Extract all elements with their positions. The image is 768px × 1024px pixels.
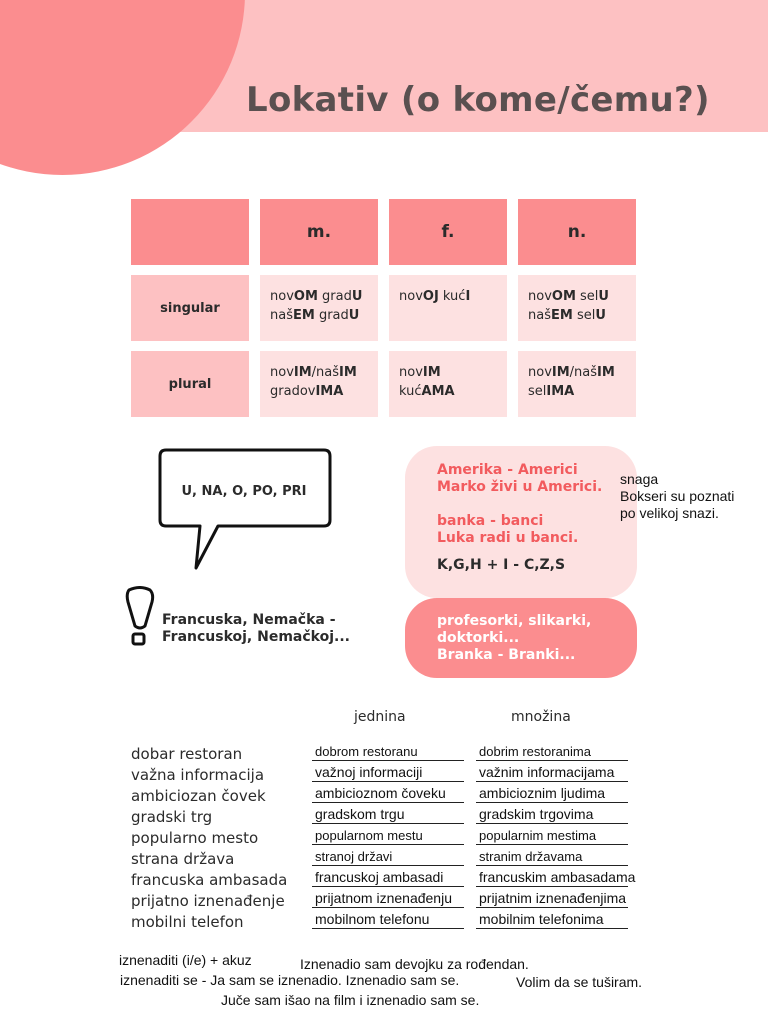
exception2-line-3: Branka - Branki... [437,647,576,663]
answer-plural: važnim informacijama [476,764,628,782]
note-verb: iznenaditi (i/e) + akuz [119,952,252,968]
answer-singular: popularnom mestu [312,827,464,845]
cell-plural-masculine: novIM/našIM gradovIMA [260,351,378,417]
header-masculine: m. [260,199,378,265]
header-feminine: f. [389,199,507,265]
note-reflexive: iznenaditi se - Ja sam se iznenadio. Iznenadio sam se. [120,972,460,988]
answer-plural: ambicioznim ljudima [476,785,628,803]
example-1-line-1: Amerika - Americi [437,462,578,478]
side-note-line-1: Bokseri su poznati [620,488,735,504]
cell-plural-feminine: novIM kućAMA [389,351,507,417]
exception2-line-2: doktorki... [437,630,520,646]
exercise-phrase: popularno mesto [131,829,259,847]
exception2-line-1: profesorki, slikarki, [437,613,592,629]
answer-singular: prijatnom iznenađenju [312,890,464,908]
cell-singular-neuter: novOM selU našEM selU [518,275,636,341]
note-example-2: Volim da se tuširam. [516,974,643,990]
note-example-1: Iznenadio sam devojku za rođendan. [300,956,529,972]
side-note-line-2: po velikoj snazi. [620,505,719,521]
answer-plural: francuskim ambasadama [476,869,628,887]
answer-singular: dobrom restoranu [312,743,464,761]
exercise-phrase: strana država [131,850,235,868]
page-title: Lokativ (o kome/čemu?) [246,80,710,120]
answer-plural: dobrim restoranima [476,743,628,761]
decorative-circle [0,0,245,175]
speech-bubble-icon [148,440,348,610]
row-label-plural: plural [131,351,249,417]
answer-singular: stranoj državi [312,848,464,866]
column-header-singular: jednina [354,709,406,725]
palatalization-content [437,462,602,573]
side-note [620,471,734,522]
header-neuter: n. [518,199,636,265]
exercise-phrase: dobar restoran [131,745,243,763]
answer-singular: ambicioznom čoveku [312,785,464,803]
exception-line-2: Francuskoj, Nemačkoj... [162,629,350,645]
answer-singular: mobilnom telefonu [312,911,464,929]
note-example-3: Juče sam išao na film i iznenadio sam se. [221,992,480,1008]
exclamation-icon [122,586,158,648]
cell-plural-neuter: novIM/našIM selIMA [518,351,636,417]
table-corner-cell [131,199,249,265]
answer-plural: popularnim mestima [476,827,628,845]
answer-singular: gradskom trgu [312,806,464,824]
row-label-singular: singular [131,275,249,341]
example-1-line-2: Marko živi u Americi. [437,479,603,495]
exercise-phrase: prijatno iznenađenje [131,892,285,910]
cell-singular-masculine: novOM gradU našEM gradU [260,275,378,341]
cell-singular-feminine: novOJ kućI [389,275,507,341]
answer-plural: stranim državama [476,848,628,866]
exercise-phrase: ambiciozan čovek [131,787,266,805]
column-header-plural: množina [511,709,571,725]
exception-box-content [437,613,591,664]
answer-plural: prijatnim iznenađenjima [476,890,628,908]
prepositions-text: U, NA, O, PO, PRI [181,484,307,499]
answer-plural: mobilnim telefonima [476,911,628,929]
exercise-phrase: mobilni telefon [131,913,244,931]
exception-line-1: Francuska, Nemačka - [162,612,336,628]
exercise-phrase: gradski trg [131,808,213,826]
answer-singular: važnoj informaciji [312,764,464,782]
exercise-phrase: važna informacija [131,766,265,784]
answer-singular: francuskoj ambasadi [312,869,464,887]
example-2-line-2: Luka radi u banci. [437,530,579,546]
palatalization-rule: K,G,H + I - C,Z,S [437,557,566,573]
example-2-line-1: banka - banci [437,513,544,529]
exception-note [162,612,350,646]
side-note-word: snaga [620,471,659,487]
exercise-phrase: francuska ambasada [131,871,288,889]
answer-plural: gradskim trgovima [476,806,628,824]
